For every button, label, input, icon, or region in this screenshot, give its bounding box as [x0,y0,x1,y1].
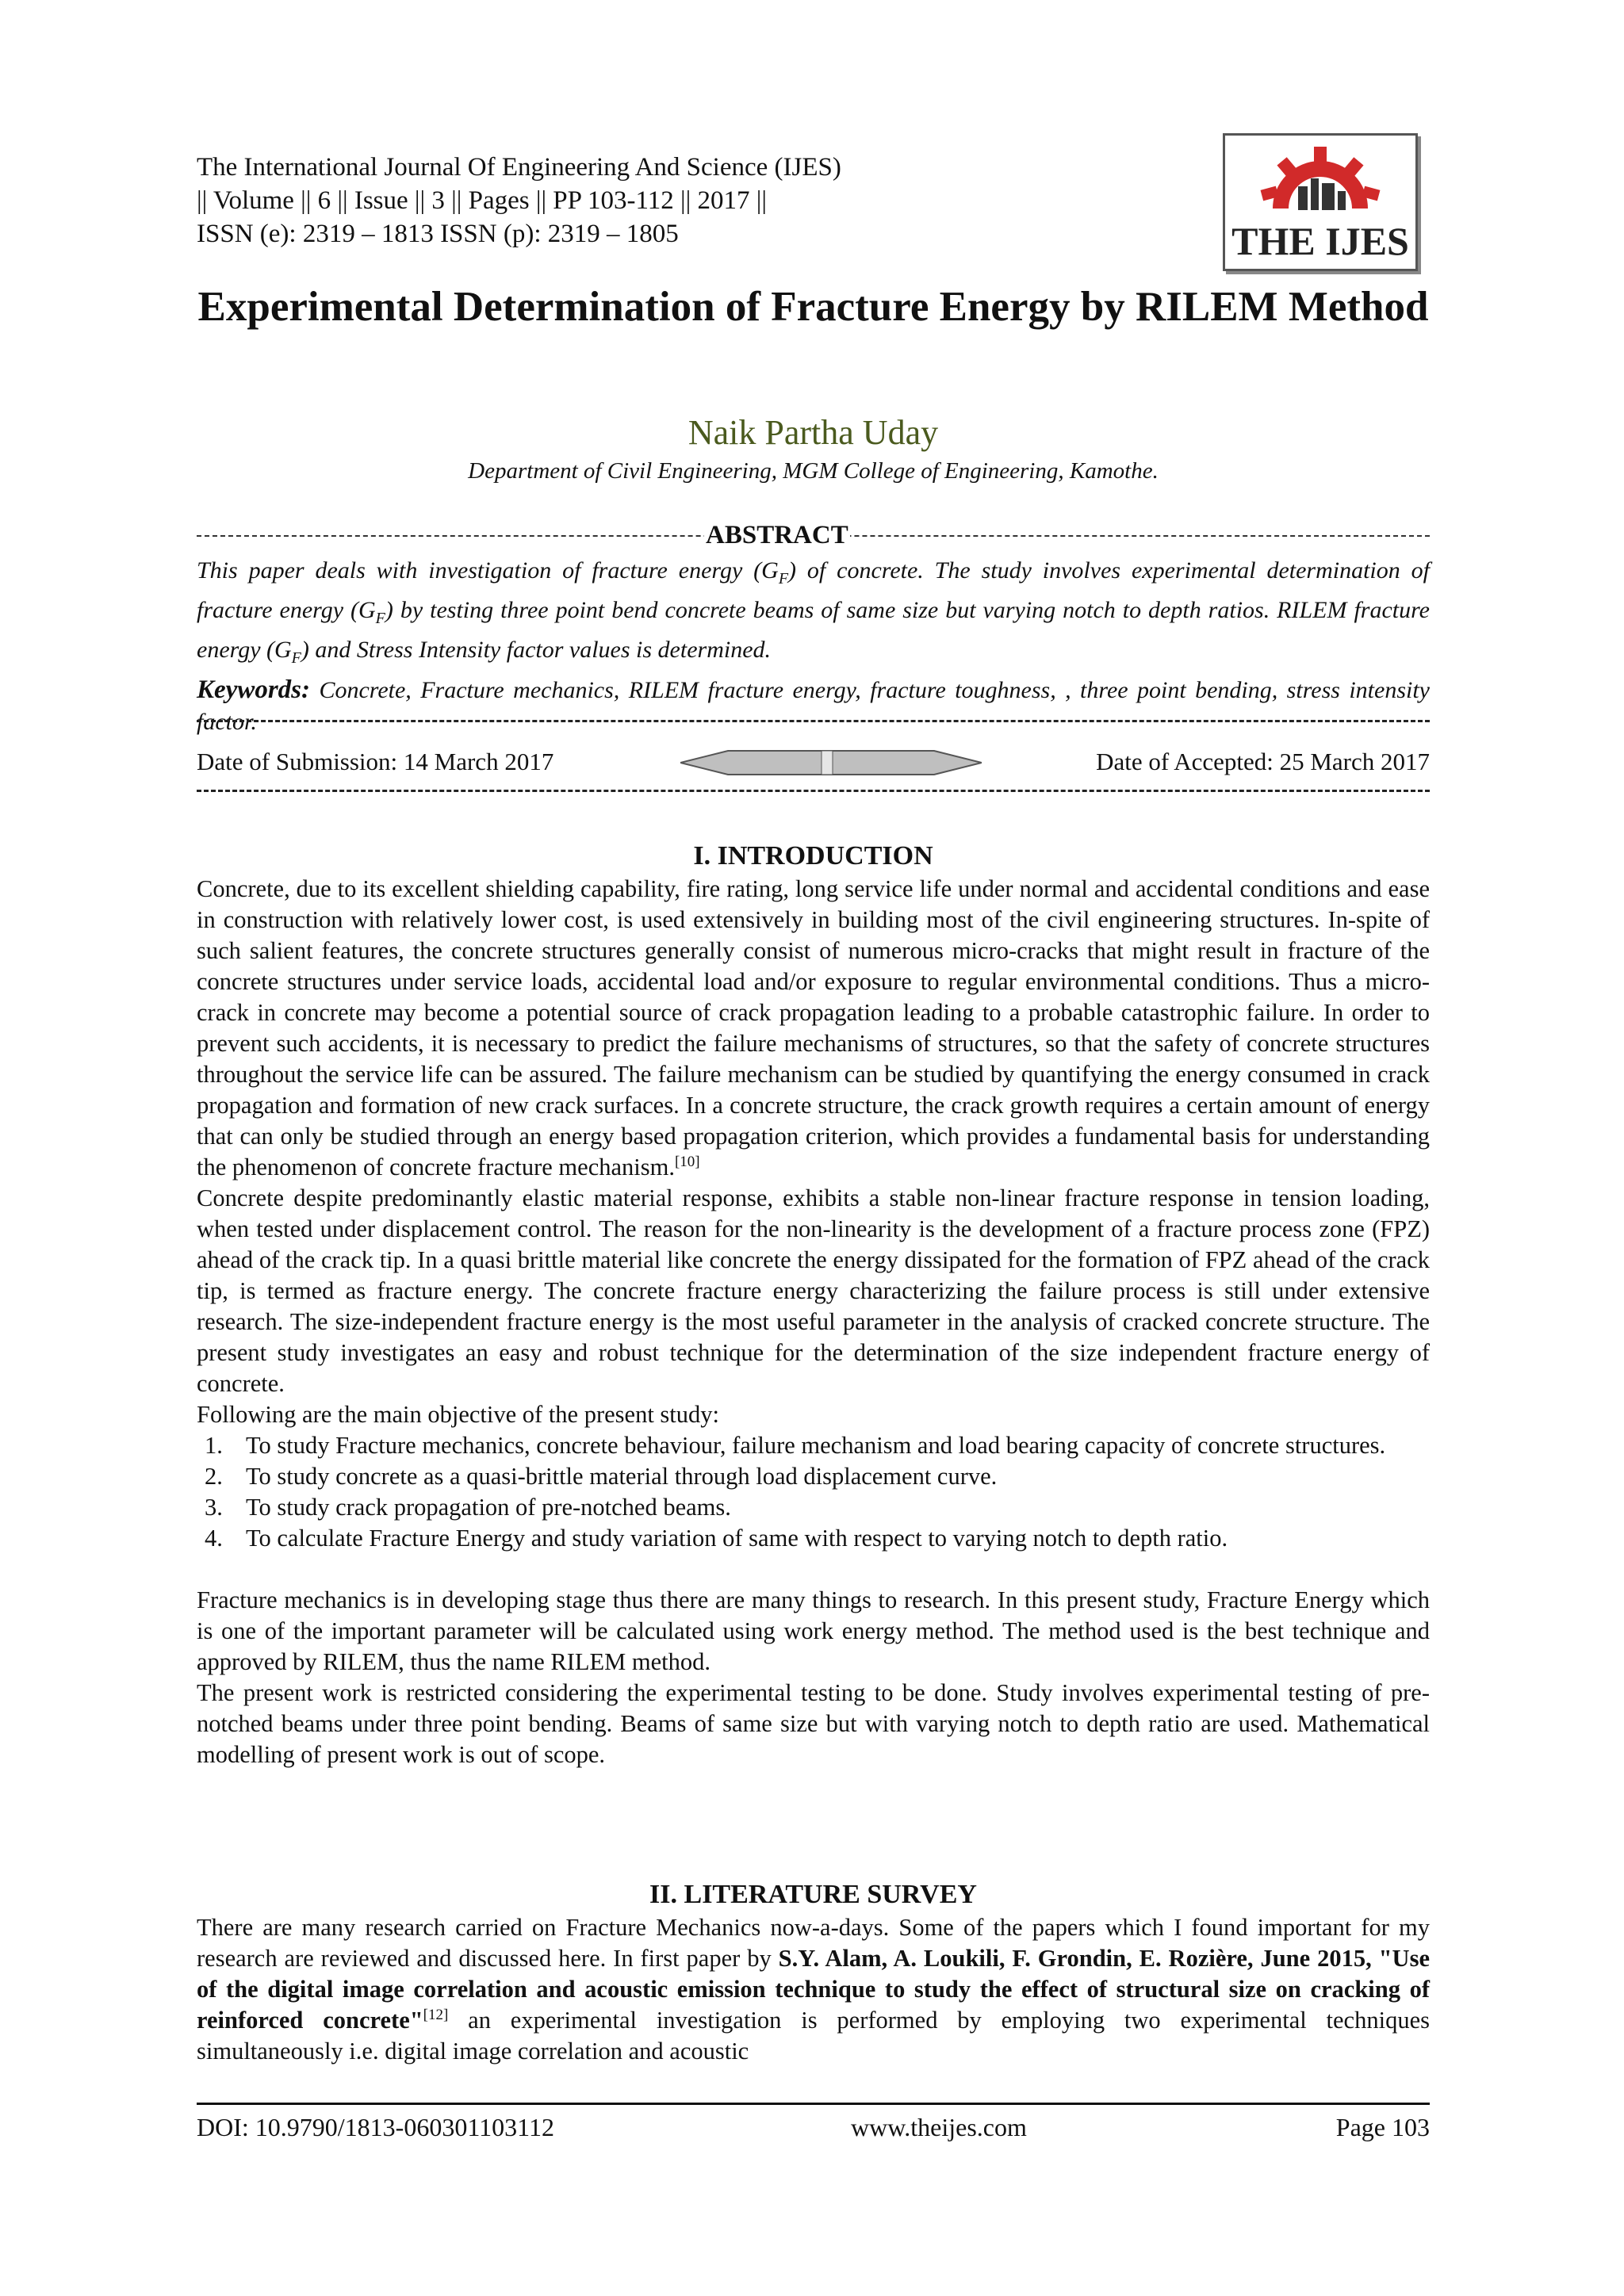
list-item: 1. To study Fracture mechanics, concrete behaviour, failure mechanism and load bearing capacity of concrete structures. [205,1432,1386,1459]
page-footer [197,2103,1430,2148]
journal-issn: ISSN (e): 2319 – 1813 ISSN (p): 2319 – 1805 [197,220,679,248]
accepted-date: Date of Accepted: 25 March 2017 [1096,748,1430,775]
paper-title: Experimental Determination of Fracture Energy by RILEM Method [197,284,1429,330]
list-item: 4. To calculate Fracture Energy and study variation of same with respect to varying notch to depth ratio. [205,1525,1228,1552]
abstract-label: ABSTRACT [706,521,848,549]
abstract-text: This paper deals with investigation of fracture energy $(G_F)$ of concrete. The study involves experimental determination of fracture energy $(G_F)$ by testing three point bend concrete beams of same size but varying notch to depth ratios. RILEM fracture energy $(G_F)$ and Stress Intensity factor values is determined. Keywords: Concrete, Fracture mechanics, RILEM fracture energy, fracture toughness, , three point bending, stress intensity factor. [197,557,1430,735]
paragraph: Concrete, due to its excellent shielding capability, fire rating, long service life under normal and accidental conditions and ease in construction with relatively lower cost, is used extensively in building most of the civil engineering structures. In-spite of such salient features, the concrete structures generally consist of numerous micro-cracks that might result in fracture of the concrete structures under service loads, accidental load and/or exposure to regular environmental conditions. Thus a micro-crack in concrete may become a potential source of crack propagation leading to a probable catastrophic failure. In order to prevent such accidents, it is necessary to predict the failure mechanisms of structures, so that the safety of concrete structures throughout the service life can be assured. The failure mechanism can be studied by quantifying the energy consumed in crack propagation and formation of new crack surfaces. In a concrete structure, the crack growth requires a certain amount of energy that can only be studied through an energy based propagation criterion, which provides a fundamental basis for understanding the phenomenon of concrete fracture mechanism.[10] [197,875,1430,1181]
literature-body [197,1912,1430,2067]
journal-name: The International Journal Of Engineering And Science (IJES) [197,153,841,182]
paragraph: There are many research carried on Fracture Mechanics now-a-days. Some of the papers which I found important for my research are reviewed and discussed here. In first paper by S.Y. Alam, A. Loukili, F. Grondin, E. Rozière, June 2015, "Use of the digital image correlation and acoustic emission technique to study the effect of structural size on cracking of reinforced concrete"[12] an experimental investigation is performed by employing two experimental techniques simultaneously i.e. digital image correlation and acoustic [197,1914,1430,2064]
dashed-divider [197,790,1430,792]
paragraph: The present work is restricted considering the experimental testing to be done. Study involves experimental testing of pre-notched beams under three point bending. Beams of same size but with varying notch to depth ratio are used. Mathematical modelling of present work is out of scope. [197,1679,1430,1768]
journal-volume: || Volume || 6 || Issue || 3 || Pages || PP 103-112 || 2017 || [197,186,767,215]
journal-info [197,151,841,251]
list-item: 2. To study concrete as a quasi-brittle material through load displacement curve. [205,1463,998,1490]
journal-url[interactable]: www.theijes.com [851,2113,1027,2141]
dashed-divider [197,720,1430,722]
page-number: Page 103 [1335,2113,1430,2141]
author-name: Naik Partha Uday [688,413,939,452]
paragraph: Following are the main objective of the present study: [197,1401,719,1428]
list-item: 3. To study crack propagation of pre-notched beams. [205,1494,731,1521]
keywords: Concrete, Fracture mechanics, RILEM fracture energy, fracture toughness, , three point bending, stress intensity factor. [197,677,1430,735]
double-arrow-icon [680,749,982,776]
literature-heading: II. LITERATURE SURVEY [649,1880,977,1909]
doi: DOI: 10.9790/1813-060301103112 [197,2113,554,2141]
abstract-heading [197,519,1430,551]
ijes-logo [1223,133,1418,271]
introduction-heading: I. INTRODUCTION [693,841,933,871]
paragraph: Fracture mechanics is in developing stage thus there are many things to research. In this present study, Fracture Energy which is one of the important parameter will be calculated using work energy method. The method used is the best technique and approved by RILEM, thus the name RILEM method. [197,1586,1430,1675]
logo-text: THE IJES [1231,219,1409,263]
keywords-label: Keywords: [197,675,310,704]
submission-date: Date of Submission: 14 March 2017 [197,748,554,775]
objectives-list [197,1430,1430,1554]
author-affiliation: Department of Civil Engineering, MGM College of Engineering, Kamothe. [468,458,1159,484]
introduction-body [197,874,1430,1770]
dates-row [197,745,1430,779]
paragraph: Concrete despite predominantly elastic material response, exhibits a stable non-linear fracture response in tension loading, when tested under displacement control. The reason for the non-linearity is the development of a fracture process zone (FPZ) ahead of the crack tip. In a quasi brittle material like concrete the energy dissipated for the formation of FPZ ahead of the crack tip, is termed as fracture energy. The concrete fracture energy characterizing the failure process is still under extensive research. The size-independent fracture energy is the most useful parameter in the analysis of cracked concrete structure. The present study investigates an easy and robust technique for the determination of the size independent fracture energy of concrete. [197,1184,1430,1397]
gear-logo-icon [1225,136,1415,269]
